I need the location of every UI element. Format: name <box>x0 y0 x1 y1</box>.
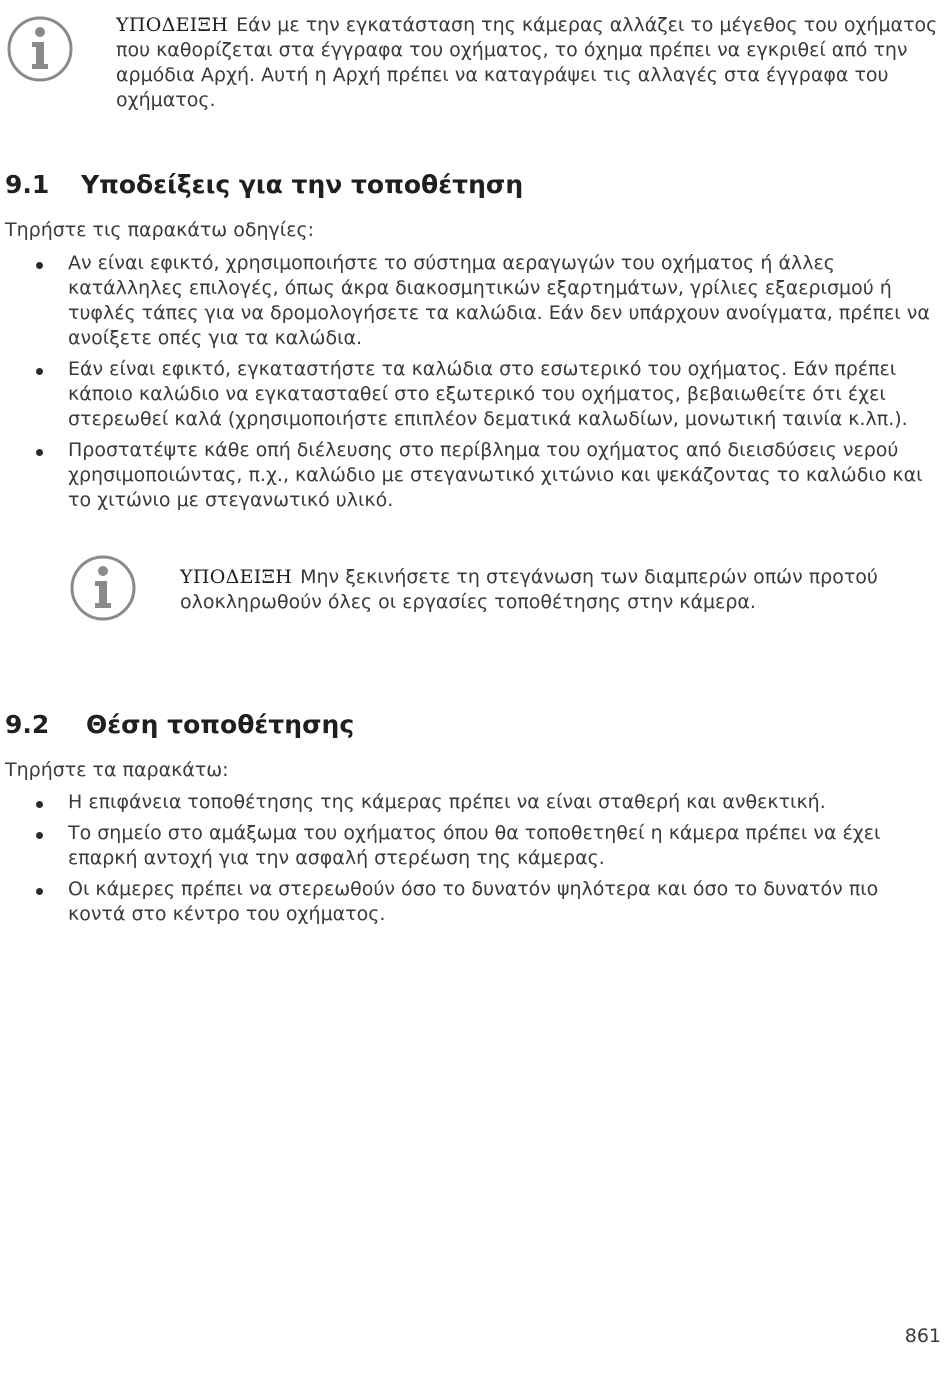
list-item <box>0 790 940 815</box>
info-icon <box>70 555 136 621</box>
note-text: Εάν με την εγκατάσταση της κάμερας αλλάζει το μέγεθος του οχήματος που καθορίζεται στα έγγραφα του οχήματος, το όχημα πρέπει να εγκριθεί από την αρμόδια Αρχή. Αυτή η Αρχή πρέπει να καταγράψει τις αλλαγές στα έγγραφα του οχήματος. <box>116 14 938 111</box>
bullet-list <box>0 790 940 933</box>
list-item-text: Η επιφάνεια τοποθέτησης της κάμερας πρέπει να είναι σταθερή και ανθεκτική. <box>68 791 826 813</box>
section-title: Υποδείξεις για την τοποθέτηση <box>81 170 524 199</box>
list-item <box>0 357 940 432</box>
section-heading <box>5 710 354 739</box>
section-number: 9.2 <box>5 710 50 739</box>
list-item-text: Οι κάμερες πρέπει να στερεωθούν όσο το δυνατόν ψηλότερα και όσο το δυνατόν πιο κοντά στο κέντρο του οχήματος. <box>68 878 879 925</box>
bullet-dot <box>36 368 43 375</box>
list-item <box>0 438 940 513</box>
note-top <box>116 13 942 113</box>
bullet-dot <box>36 449 43 456</box>
list-item-text: Εάν είναι εφικτό, εγκαταστήστε τα καλώδια στο εσωτερικό του οχήματος. Εάν πρέπει κάποιο καλώδιο να εγκατασταθεί στο εξωτερικό του οχήματος, βεβαιωθείτε ότι έχει στερεωθεί καλά (χρησιμοποιήστε επιπλέον δεματικά καλωδίων, μονωτική ταινία κ.λπ.). <box>68 358 908 430</box>
list-item-text: Το σημείο στο αμάξωμα του οχήματος όπου θα τοποθετηθεί η κάμερα πρέπει να έχει επαρκή αντοχή για την ασφαλή στερέωση της κάμερας. <box>68 822 881 869</box>
section-number: 9.1 <box>5 170 50 199</box>
list-item-text: Προστατέψτε κάθε οπή διέλευσης στο περίβλημα του οχήματος από διεισδύσεις νερού χρησιμοποιώντας, π.χ., καλώδιο με στεγανωτικό χιτώνιο και ψεκάζοντας το καλώδιο και το χιτώνιο με στεγανωτικό υλικό. <box>68 439 923 511</box>
note-text: Μην ξεκινήσετε τη στεγάνωση των διαμπερών οπών προτού ολοκληρωθούν όλες οι εργασίες τοποθέτησης στην κάμερα. <box>180 566 878 613</box>
bullet-dot <box>36 832 43 839</box>
list-item <box>0 821 940 871</box>
section-title: Θέση τοποθέτησης <box>86 710 355 739</box>
page-number: 861 <box>904 1325 941 1347</box>
section-intro: Τηρήστε τις παρακάτω οδηγίες: <box>5 219 315 241</box>
note-label: ΥΠΟΔΕΙΞΗ <box>116 14 229 36</box>
bullet-dot <box>36 888 43 895</box>
note-label: ΥΠΟΔΕΙΞΗ <box>180 566 293 588</box>
info-icon <box>7 16 73 82</box>
list-item <box>0 251 940 351</box>
list-item-text: Αν είναι εφικτό, χρησιμοποιήστε το σύστημα αεραγωγών του οχήματος ή άλλες κατάλληλες επιλογές, όπως άκρα διακοσμητικών εξαρτημάτων, γρίλιες εξαερισμού ή τυφλές τάπες για να δρομολογήσετε τα καλώδια. Εάν δεν υπάρχουν ανοίγματα, πρέπει να ανοίξετε οπές για τα καλώδια. <box>68 252 930 349</box>
bullet-dot <box>36 262 43 269</box>
bullet-dot <box>36 801 43 808</box>
note-middle <box>180 565 942 615</box>
section-intro: Τηρήστε τα παρακάτω: <box>5 759 229 781</box>
section-heading <box>5 170 523 199</box>
bullet-list <box>0 251 940 519</box>
list-item <box>0 877 940 927</box>
